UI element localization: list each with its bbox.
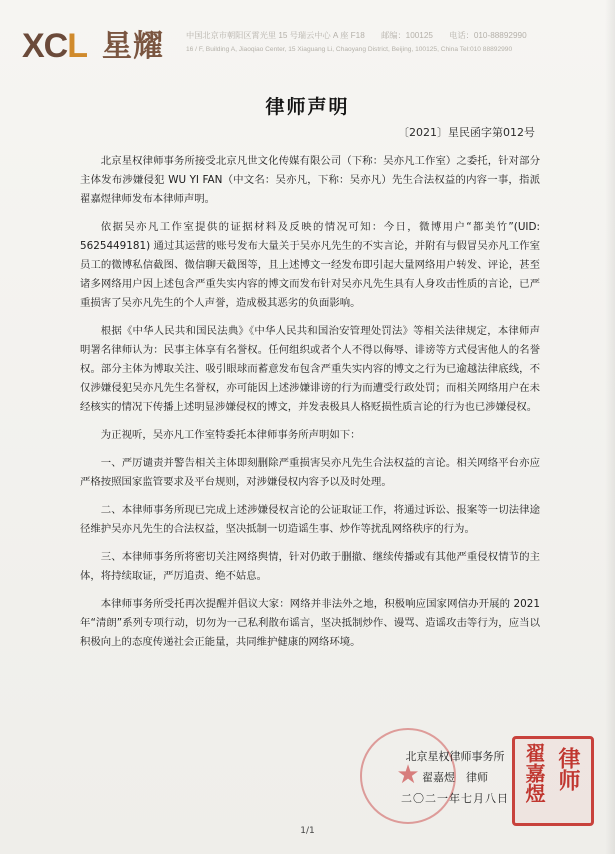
signature-block <box>380 746 530 809</box>
firm-logo <box>22 26 182 66</box>
postcode: 邮编：100125 <box>381 31 433 40</box>
document-number: 〔2021〕星民函字第012号 <box>398 126 535 139</box>
stamp-text-name: 翟嘉煜 <box>522 743 546 803</box>
paragraph: 一、严厉谴责并警告相关主体即刻删除严重损害吴亦凡先生合法权益的言论。相关网络平台亦应严格按照国家监管要求及平台规则，对涉嫌侵权内容予以及时处理。 <box>80 457 540 488</box>
paragraph: 为正视听，吴亦凡工作室特委托本律师事务所声明如下： <box>100 429 361 441</box>
stamp-text-lawyer: 律师 <box>555 747 580 791</box>
logo-latin-text: XCL <box>22 27 88 65</box>
letterhead <box>0 0 615 78</box>
document-body <box>80 152 540 661</box>
address-cn: 中国北京市朝阳区霄光里 15 号瑞云中心 A 座 F18 <box>186 31 365 40</box>
paragraph: 二、本律师事务所现已完成上述涉嫌侵权言论的公证取证工作，将通过诉讼、报案等一切法律途径维护吴亦凡先生的合法权益，坚决抵制一切造谣生事、炒作等扰乱网络秩序的行为。 <box>80 504 540 535</box>
phone: 电话：010-88892990 <box>449 31 527 40</box>
address-en: 16 / F, Building A, Jiaoqiao Center, 15 Xiaguang Li, Chaoyang District, Beijing, 100125, China Tel:010 88892990 <box>186 46 513 53</box>
logo-cn-text: 星耀 <box>102 29 164 64</box>
page-edge-shadow <box>605 0 615 854</box>
paragraph: 依据吴亦凡工作室提供的证据材料及反映的情况可知：今日，微博用户“都美竹”(UID: 5625449181) 通过其运营的账号发布大量关于吴亦凡先生的不实言论，并附有与假冒吴亦凡工作室员工的微博私信截图、微信聊天截图等，且上述博文一经发布即引起大量网络用户转发、评论，甚至诸多网络用户因上述包含严重失实内容的博文而发布针对吴亦凡先生具有人身攻击性质的言论，已严重损害了吴亦凡先生的个人声誉，造成极其恶劣的负面影响。 <box>80 221 540 309</box>
signature-firm: 北京星权律师事务所 <box>405 750 505 763</box>
document-title: 律师声明 <box>265 96 350 118</box>
lawyer-stamp <box>512 736 594 826</box>
paragraph: 本律师事务所受托再次提醒并倡议大家：网络并非法外之地，积极响应国家网信办开展的 2021 年“清朗”系列专项行动，切勿为一己私利散布谣言，坚决抵制炒作、谩骂、造谣攻击等行为，应当以积极向上的态度传递社会正能量，共同维护健康的网络环境。 <box>80 598 540 648</box>
signature-date: 二〇二一年七月八日 <box>401 792 509 805</box>
page-number: 1/1 <box>300 826 315 836</box>
paragraph: 三、本律师事务所将密切关注网络舆情，针对仍敢于删撤、继续传播或有其他严重侵权情节的主体，将持续取证，严厉追责、绝不姑息。 <box>80 551 540 582</box>
seal-star-icon: ★ <box>396 760 420 790</box>
signature-lawyer: 翟嘉煜 律师 <box>422 771 488 784</box>
paragraph: 根据《中华人民共和国民法典》《中华人民共和国治安管理处罚法》等相关法律规定，本律师声明署名律师认为：民事主体享有名誉权。任何组织或者个人不得以侮辱、诽谤等方式侵害他人的名誉权。部分主体为博取关注、吸引眼球而蓄意发布包含严重失实内容的博文之行为已逾越法律底线，不仅涉嫌侵犯吴亦凡先生名誉权，亦可能因上述涉嫌诽谤的行为而遭受行政处罚；而相关网络用户在未经核实的情况下传播上述明显涉嫌侵权的博文，并发表极具人格贬损性质言论的行为也已涉嫌侵权。 <box>80 325 540 413</box>
letterhead-contact-cn <box>186 30 596 41</box>
paragraph: 北京星权律师事务所接受北京凡世文化传媒有限公司（下称：吴亦凡工作室）之委托，针对部分主体发布涉嫌侵犯 WU YI FAN（中文名：吴亦凡，下称：吴亦凡）先生合法权益的内容一事，指派翟嘉煜律师发布本律师声明。 <box>80 155 540 205</box>
